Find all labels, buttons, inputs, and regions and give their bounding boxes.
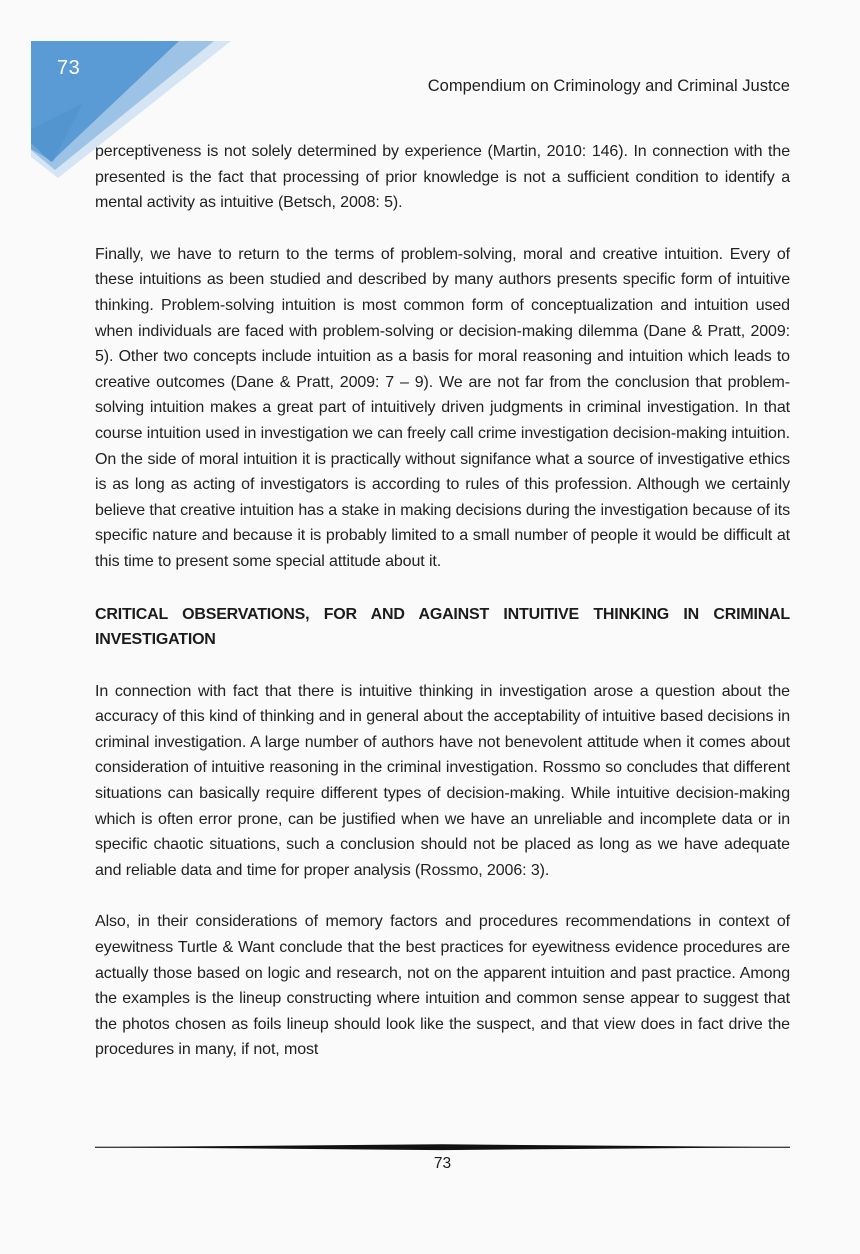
section-heading: CRITICAL OBSERVATIONS, FOR AND AGAINST INTUITIVE THINKING IN CRIMINAL INVESTIGATION: [95, 605, 790, 649]
paragraph: In connection with fact that there is intuitive thinking in investigation arose a question about the accuracy of this kind of thinking and in general about the acceptability of intuitive based decisions in criminal investigation. A large number of authors have not benevolent attitude when it comes about consideration of intuitive reasoning in the criminal investigation. Rossmo so concludes that different situations can basically require different types of decision-making. While intuitive decision-making which is often error prone, can be justified when we have an unreliable and incomplete data or in specific chaotic situations, such a conclusion should not be placed as long as we have adequate and reliable data and time for proper analysis (Rossmo, 2006: 3).: [95, 682, 790, 879]
tapered-rule-icon: [95, 1144, 790, 1151]
paragraph: Also, in their considerations of memory factors and procedures recommendations in context of eyewitness Turtle & Want conclude that the best practices for eyewitness evidence procedures are actually those based on logic and research, not on the apparent intuition and past practice. Among the examples is the lineup constructing where intuition and common sense appear to suggest that the photos chosen as foils lineup should look like the suspect, and that view does in fact drive the procedures in many, if not, most: [95, 913, 790, 1059]
page-body: [95, 139, 790, 1063]
corner-page-number: 73: [57, 57, 81, 79]
running-header-title: Compendium on Criminology and Criminal Justce: [427, 77, 790, 95]
paragraph: perceptiveness is not solely determined by experience (Martin, 2010: 146). In connection with the presented is the fact that processing of prior knowledge is not a sufficient condition to identify a mental activity as intuitive (Betsch, 2008: 5).: [95, 143, 790, 212]
paragraph: Finally, we have to return to the terms of problem-solving, moral and creative intuition. Every of these intuitions as been studied and described by many authors presents specific form of intuitive thinking. Problem-solving intuition is most common form of conceptualization and intuition used when individuals are faced with problem-solving or decision-making dilemma (Dane & Pratt, 2009: 5). Other two concepts include intuition as a basis for moral reasoning and intuition which leads to creative outcomes (Dane & Pratt, 2009: 7 – 9). We are not far from the conclusion that problem-solving intuition makes a great part of intuitively driven judgments in criminal investigation. In that course intuition used in investigation we can freely call crime investigation decision-making intuition. On the side of moral intuition it is practically without signifance what a source of investigative ethics is as long as acting of investigators is according to rules of this profession. Although we certainly believe that creative intuition has a stake in making decisions during the investigation because of its specific nature and because it is probably limited to a small number of people it would be difficult at this time to present some special attitude about it.: [95, 245, 790, 570]
footer-page-number: 73: [433, 1155, 452, 1172]
footer-rule: [95, 1144, 790, 1151]
